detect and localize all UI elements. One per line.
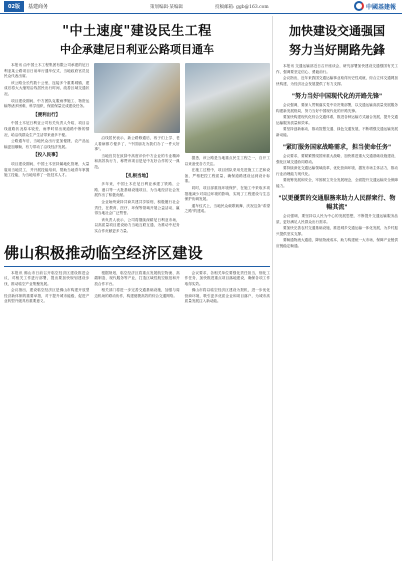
headline-rule xyxy=(4,266,270,267)
paragraph: 相关部门将进一步完善交通基础设施，加强与周边机场的联动协作，构建便捷高效的综合交通网络。 xyxy=(94,288,180,298)
right-subheading-1: "努力当好中国现代化的开路先锋" xyxy=(291,93,383,100)
newspaper-logo xyxy=(354,1,396,11)
paragraph: 会议要求，各相关单位要强化责任担当，细化工作任务，加快推进重点项目落地建设，确保各项工作取得实效。 xyxy=(184,270,270,286)
paragraph: 本报讯 由中国土木工程集团有限公司承建的尼日利亚某公路项目日前举行通车仪式，当地政府官员及民众代表出席。 xyxy=(4,63,90,79)
paragraph: 要加快构建现代化综合交通体系，推进各种运输方式融合发展，提升交通运输服务质量和效率。 xyxy=(276,115,398,125)
subheading: 【便利出行】 xyxy=(33,112,61,118)
foshan-article xyxy=(4,271,270,307)
article-column-1 xyxy=(4,63,89,236)
right-headline-main: 加快建设交通强国 xyxy=(288,24,385,38)
foshan-column-2 xyxy=(94,271,179,307)
logo-emblem-icon xyxy=(354,1,364,11)
editor-line: 策划编辑·某编辑 xyxy=(150,5,183,10)
paragraph: 会议要求，要紧紧围绕国家重大战略，加快推进重大交通基础设施建设，强化区域交通协同联动。 xyxy=(276,154,398,164)
paragraph: 要统筹发展和安全，牢固树立安全发展理念，全面提升交通运输安全保障能力。 xyxy=(276,178,398,188)
logo-text: 中國基建報 xyxy=(365,3,396,11)
paragraph: 中国土木尼日利亚公司有关负责人介绍，项目沿线道路状况原本较差，雨季时常出现道路中断的情况，给沿线群众生产生活带来诸多不便。 xyxy=(4,121,90,137)
foshan-column-1 xyxy=(4,271,89,307)
section-name: 基建商务 xyxy=(27,4,48,10)
road-photo xyxy=(94,63,179,133)
paragraph: 通车仪式上，当地民众载歌载舞，庆祝这条"希望之路"的建成。 xyxy=(184,203,270,214)
paragraph: 要持续深化交通运输领域改革，优化营商环境，激发市场主体活力，推动行业治理能力现代化。 xyxy=(276,166,398,176)
paragraph: 项目建设期间，中方团队克服雨季施工、物资运输等诸多困难，科学组织，保质保量完成建设任务。 xyxy=(4,98,90,109)
subheading: 【投入民事】 xyxy=(33,153,61,159)
paragraph: 佛山市将以临空经济区建设为契机，进一步优化营商环境，吸引更多优质企业和项目落户，为城市高质量发展注入新动能。 xyxy=(184,288,270,304)
paragraph: 要坚持创新驱动，推动智慧交通、绿色交通发展，不断增强交通运输发展新动能。 xyxy=(276,127,398,137)
foshan-headline: 佛山积极推动临空经济区建设 xyxy=(4,243,203,262)
ceremony-photo xyxy=(185,63,270,153)
paragraph: 项目建设期间，中国土木坚持属地化管理，大量雇用当地员工，并开展技能培训，帮助当地青年掌握施工技能，为当地培养了一批技术人才。 xyxy=(4,161,90,178)
paragraph: 会议强调，要深入贯彻落实党中央决策部署，以交通运输高质量发展服务构建新发展格局，努力当好中国现代化的开路先锋。 xyxy=(276,103,398,113)
right-section xyxy=(276,16,398,250)
paragraph: 要加快完善农村交通基础设施，推进城乡交通运输一体化发展，为乡村振兴提供坚实支撑。 xyxy=(276,226,398,236)
paragraph: 当地官员在致辞中高度评价中方企业的专业精神和高效执行力，称赞该项目是尼中友好合作的又一典范。 xyxy=(94,153,180,169)
right-headline-sub: 努力当好開路先鋒 xyxy=(288,43,385,57)
article-columns xyxy=(4,63,270,236)
right-body-2 xyxy=(276,154,398,189)
submission-email: 投稿邮箱: ggb@163.com xyxy=(215,5,269,10)
right-intro xyxy=(276,64,398,87)
paragraph: 本报讯 佛山市日前召开临空经济区建设推进会议，对相关工作进行部署，提出要加快规划建设步伐，推动临空产业集聚发展。 xyxy=(4,270,90,286)
paragraph: 多年来，中国土木在尼日利亚承建了铁路、公路、港口等一大批基础设施项目，为当地经济社会发展作出了积极贡献。 xyxy=(94,182,180,198)
foshan-column-3 xyxy=(185,271,270,307)
page-number: 02版 xyxy=(4,1,24,12)
paragraph: 公路通车后，当地民众出行更加便捷，农产品运输更加顺畅，有力带动了沿线经济发展。 xyxy=(4,139,90,149)
paragraph: 同时，项目部重视环境保护，在施工中采取多项措施减少对周边环境的影响，实现了工程建设与生态保护协调发展。 xyxy=(184,185,270,202)
paragraph: 据悉，该公路是当地重点民生工程之一，自开工以来备受各方关注。 xyxy=(184,156,270,166)
right-subheading-3: "以更優質的交通服務來助力人民群衆行、物暢其流" xyxy=(278,195,396,211)
paragraph: 本报讯 交通运输部近日召开座谈会，研究部署加快建设交通强国有关工作，强调要坚定信心、勇毅前行。 xyxy=(276,64,398,74)
paragraph: 该负责人表示，公司将继续深耕尼日利亚市场，以高质量项目建设助力当地互联互通，为推动中尼务实合作贡献更多力量。 xyxy=(94,217,180,233)
subheading: 【扎根当地】 xyxy=(123,173,151,179)
paragraph: 会议指出，建设临空经济区是佛山市构建开放型经济新体制的重要举措，对于提升城市能级、促进产业转型升级具有重要意义。 xyxy=(4,288,90,304)
column-divider xyxy=(272,16,273,561)
right-body-3 xyxy=(276,214,398,249)
headline-main: "中土速度"建设民生工程 xyxy=(62,24,212,39)
page-header xyxy=(0,0,402,14)
right-body-1 xyxy=(276,103,398,138)
paragraph: 沿线居民表示，新公路修通后，孩子们上学、老人看病都方便多了，"中国朋友为我们办了一件大好事"。 xyxy=(94,136,180,152)
paragraph: 该公路全长约数十公里，连接多个重要城镇，建成后将大大缩短沿线居民出行时间，改善区域交通状况。 xyxy=(4,80,90,96)
paragraph: 企业始终秉持共商共建共享原则，积极履行社会责任，在教育、医疗、环保等领域开展公益活动，赢得当地社会广泛赞誉。 xyxy=(94,199,180,216)
paragraph: 会议指出，近年来我国交通运输事业取得历史性成就，综合立体交通网加快构建，为经济社会发展提供了有力支撑。 xyxy=(276,76,398,86)
article-column-2 xyxy=(94,63,179,236)
headline-sub: 中企承建尼日利亚公路项目通车 xyxy=(60,43,214,56)
left-section xyxy=(4,16,270,306)
paragraph: 会议强调，要坚持以人民为中心的发展思想，不断提升交通运输服务品质，更好满足人民群众出行需求。 xyxy=(276,214,398,224)
article-column-3 xyxy=(185,63,270,236)
paragraph: 根据规划，临空经济区将重点发展航空物流、高端制造、现代服务等产业，打造区域性航空枢纽和开放合作平台。 xyxy=(94,270,180,286)
right-subheading-2: "紧盯服务国家战略需求，担当使命任务" xyxy=(282,144,392,151)
paragraph: 要畅通物流大通道，降低物流成本，助力构建统一大市场，保障产业链供应链稳定畅通。 xyxy=(276,238,398,248)
paragraph: 在施工过程中，项目团队采用先进施工工艺和设备，严格把控工程质量，确保道路建设达到设计标准。 xyxy=(184,168,270,184)
